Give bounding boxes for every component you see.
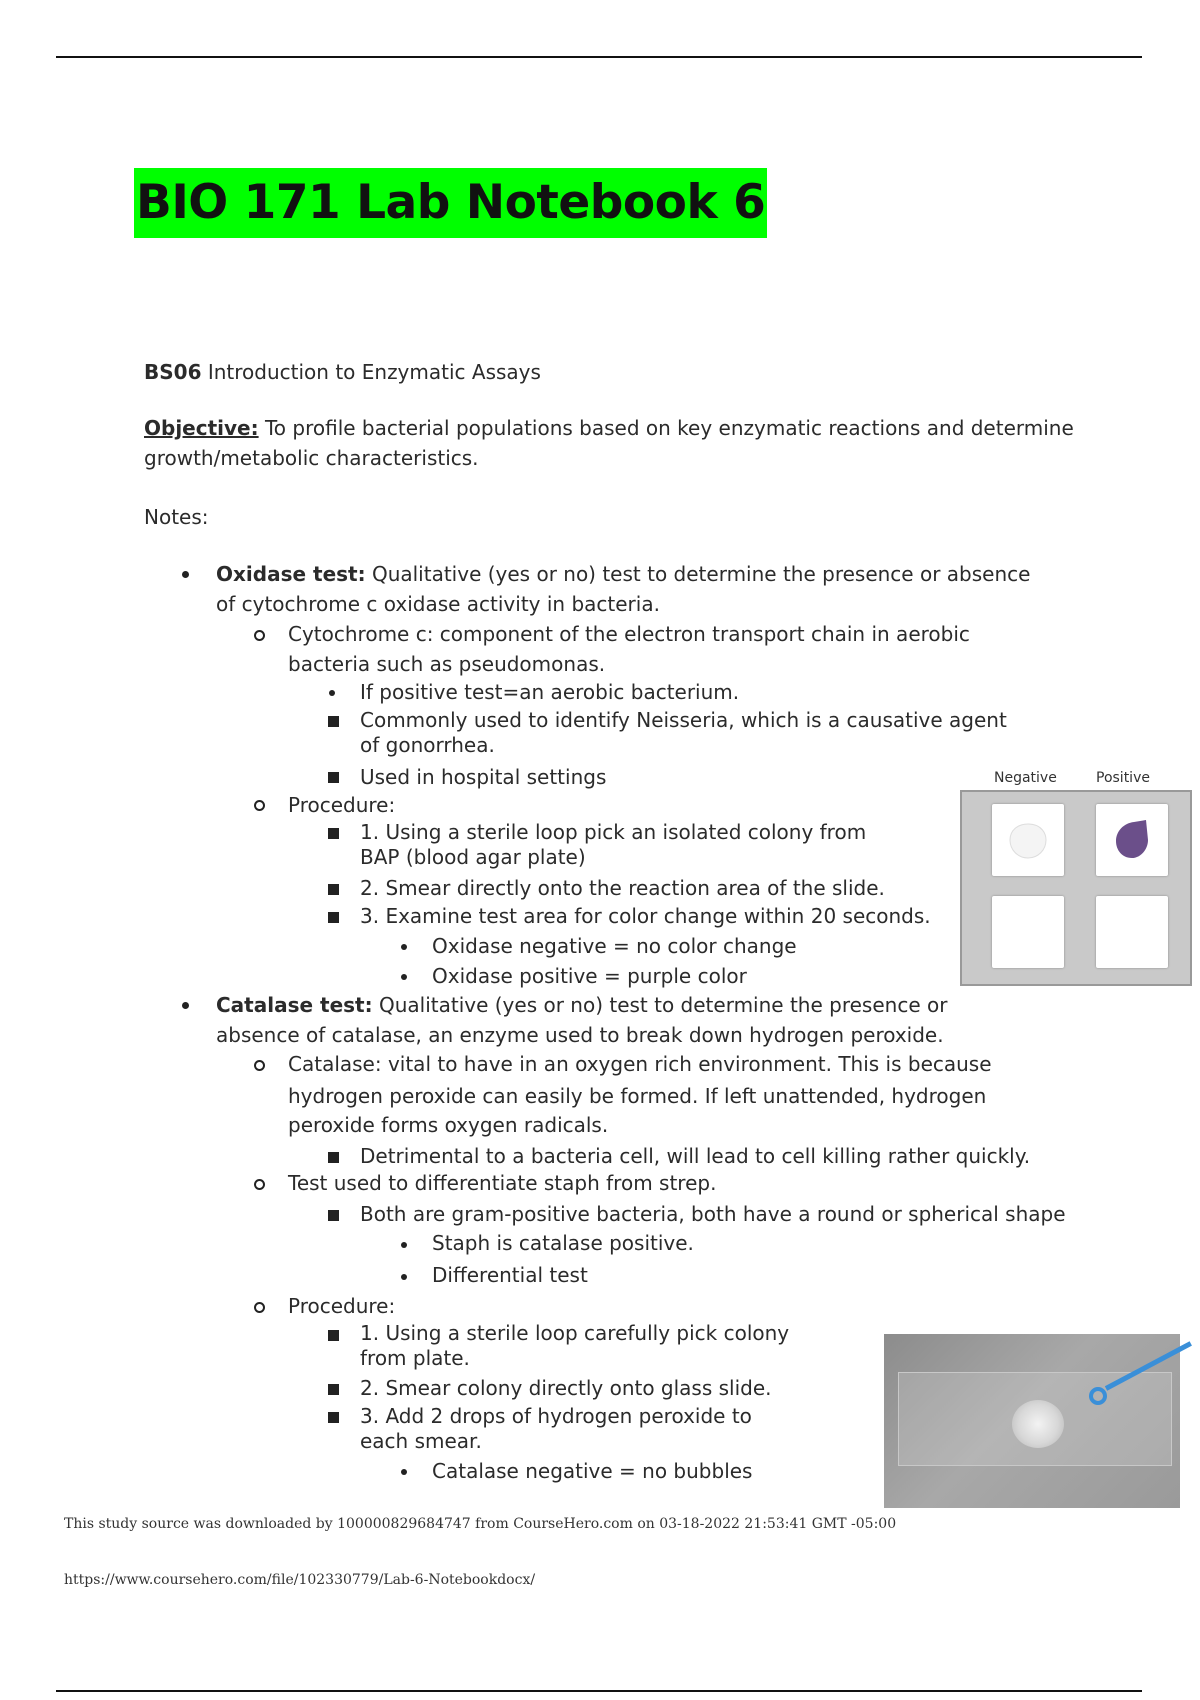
colony-smear — [1012, 1400, 1064, 1448]
bullet-square — [328, 1152, 339, 1163]
catalase-step2: 2. Smear colony directly onto glass slide. — [360, 1376, 772, 1400]
intro-line — [144, 357, 541, 387]
positive-well — [1096, 804, 1168, 876]
neisseria-line-1: Commonly used to identify Neisseria, which is a causative agent — [360, 708, 1007, 732]
top-rule — [56, 56, 1142, 58]
catalase-head: Catalase test: — [216, 993, 373, 1017]
intro-code: BS06 — [144, 360, 202, 384]
intro-text: Introduction to Enzymatic Assays — [207, 360, 541, 384]
bullet-dot — [401, 974, 407, 980]
oxidase-slide-image — [944, 770, 1200, 990]
catalase-vital-1: Catalase: vital to have in an oxygen rich environment. This is because — [288, 1052, 992, 1076]
catalase-differentiate: Test used to differentiate staph from strep. — [288, 1171, 717, 1195]
notes-label: Notes: — [144, 505, 209, 529]
objective-line-2: growth/metabolic characteristics. — [144, 446, 479, 470]
bullet-square — [328, 912, 339, 923]
catalase-text-1: Qualitative (yes or no) test to determine the presence or — [378, 993, 948, 1017]
bullet-disc — [182, 571, 189, 578]
empty-well — [1096, 896, 1168, 968]
positive-label: Positive — [1096, 770, 1150, 786]
catalase-text-2: absence of catalase, an enzyme used to break down hydrogen peroxide. — [216, 1023, 944, 1047]
gram-positive-line: Both are gram-positive bacteria, both have a round or spherical shape — [360, 1202, 1066, 1226]
inoculating-loop-icon — [1089, 1387, 1107, 1405]
objective-line-1 — [144, 413, 1074, 443]
oxidase-procedure: Procedure: — [288, 793, 396, 817]
bullet-square — [328, 828, 339, 839]
bullet-dot — [401, 1274, 407, 1280]
bullet-dot — [401, 944, 407, 950]
catalase-negative: Catalase negative = no bubbles — [432, 1459, 753, 1483]
bullet-square — [328, 772, 339, 783]
positive-aerobic: If positive test=an aerobic bacterium. — [360, 680, 740, 704]
bullet-square — [328, 1330, 339, 1341]
oxidase-negative: Oxidase negative = no color change — [432, 934, 797, 958]
oxidase-step1-a: 1. Using a sterile loop pick an isolated colony from — [360, 820, 867, 844]
oxidase-step1-b: BAP (blood agar plate) — [360, 845, 586, 869]
bullet-dot — [329, 690, 335, 696]
catalase-vital-2: hydrogen peroxide can easily be formed. If left unattended, hydrogen — [288, 1084, 987, 1108]
hospital-settings: Used in hospital settings — [360, 765, 607, 789]
bottom-rule — [56, 1690, 1142, 1692]
objective-text-1: To profile bacterial populations based on key enzymatic reactions and determine — [264, 416, 1074, 440]
catalase-step1-b: from plate. — [360, 1346, 470, 1370]
oxidase-head: Oxidase test: — [216, 562, 366, 586]
oxidase-step3: 3. Examine test area for color change within 20 seconds. — [360, 904, 931, 928]
catalase-vital-3: peroxide forms oxygen radicals. — [288, 1113, 609, 1137]
empty-well — [992, 896, 1064, 968]
objective-label: Objective: — [144, 416, 259, 440]
page-title: BIO 171 Lab Notebook 6 — [134, 168, 767, 238]
oxidase-positive: Oxidase positive = purple color — [432, 964, 747, 988]
bullet-circle — [254, 1302, 265, 1313]
bullet-square — [328, 1412, 339, 1423]
negative-label: Negative — [994, 770, 1057, 786]
neisseria-line-2: of gonorrhea. — [360, 733, 495, 757]
bullet-circle — [254, 1179, 265, 1190]
catalase-step3-b: each smear. — [360, 1429, 482, 1453]
catalase-step3-a: 3. Add 2 drops of hydrogen peroxide to — [360, 1404, 752, 1428]
oxidase-head-line — [216, 559, 1030, 589]
bullet-square — [328, 1384, 339, 1395]
bullet-circle — [254, 800, 265, 811]
oxidase-text-2: of cytochrome c oxidase activity in bacteria. — [216, 592, 660, 616]
negative-drop-icon — [992, 804, 1064, 876]
positive-drop-icon — [1096, 804, 1168, 876]
bullet-circle — [254, 630, 265, 641]
bullet-dot — [401, 1469, 407, 1475]
differential-test: Differential test — [432, 1263, 588, 1287]
cytochrome-line-1: Cytochrome c: component of the electron transport chain in aerobic — [288, 622, 970, 646]
catalase-slide-image — [884, 1334, 1180, 1508]
staph-positive: Staph is catalase positive. — [432, 1231, 694, 1255]
oxidase-text-1: Qualitative (yes or no) test to determine the presence or absence — [371, 562, 1031, 586]
source-url[interactable]: https://www.coursehero.com/file/102330779/Lab-6-Notebookdocx/ — [64, 1572, 536, 1588]
negative-well — [992, 804, 1064, 876]
catalase-step1-a: 1. Using a sterile loop carefully pick colony — [360, 1321, 790, 1345]
download-notice: This study source was downloaded by 100000829684747 from CourseHero.com on 03-18-2022 21:53:41 GMT -05:00 — [64, 1516, 897, 1532]
bullet-circle — [254, 1060, 265, 1071]
catalase-head-line — [216, 990, 947, 1020]
bullet-disc — [182, 1002, 189, 1009]
oxidase-slide-panel — [960, 790, 1192, 986]
bullet-square — [328, 1210, 339, 1221]
catalase-procedure: Procedure: — [288, 1294, 396, 1318]
cytochrome-line-2: bacteria such as pseudomonas. — [288, 652, 606, 676]
bullet-dot — [401, 1242, 407, 1248]
bullet-square — [328, 716, 339, 727]
catalase-detrimental: Detrimental to a bacteria cell, will lead to cell killing rather quickly. — [360, 1144, 1031, 1168]
bullet-square — [328, 884, 339, 895]
oxidase-step2: 2. Smear directly onto the reaction area of the slide. — [360, 876, 885, 900]
